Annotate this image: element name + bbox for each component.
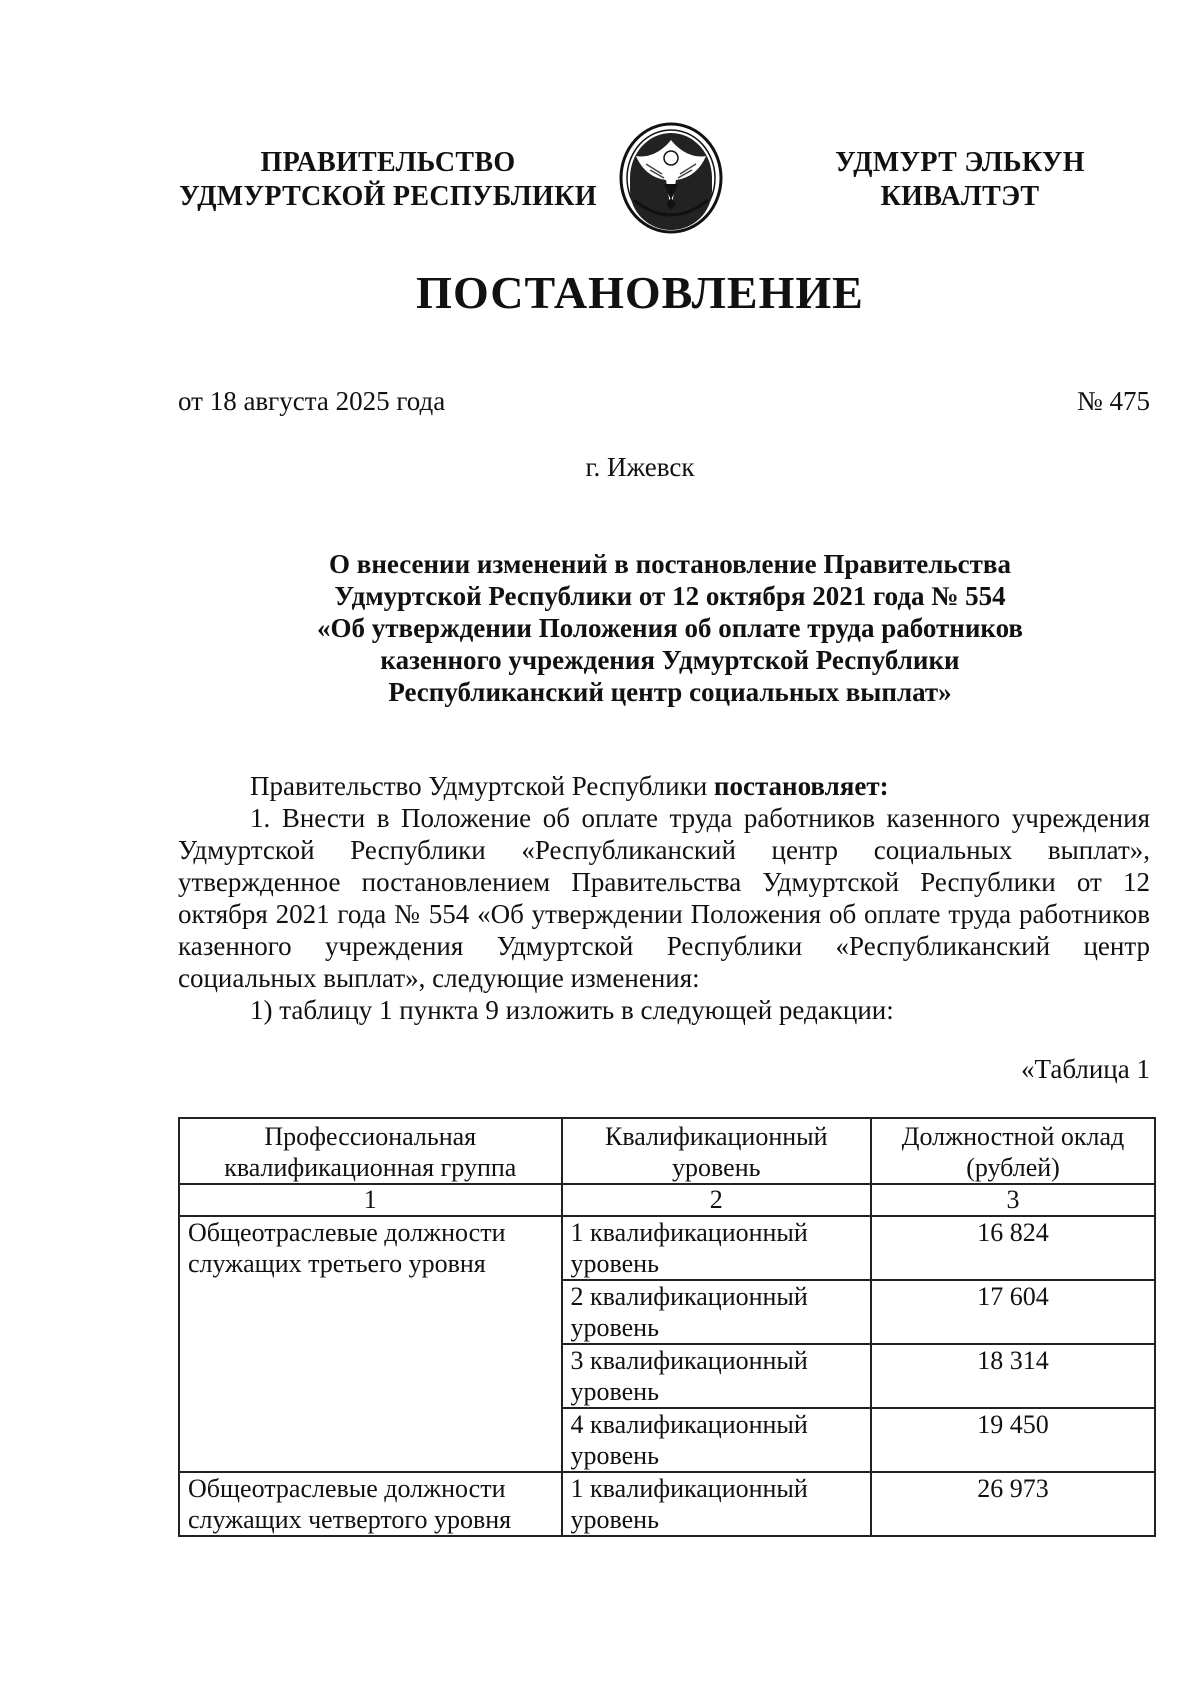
intro-keyword: постановляет: [713, 771, 889, 801]
salary-cell: 18 314 [871, 1344, 1155, 1408]
level-cell: 1 квалификационный уровень [562, 1216, 872, 1280]
title-line: Республиканский центр социальных выплат» [388, 677, 952, 707]
table-column-numbers-row [179, 1184, 1155, 1216]
title-line: Удмуртской Республики от 12 октября 2021 года № 554 [334, 581, 1006, 611]
salary-cell: 19 450 [871, 1408, 1155, 1472]
level-cell: 1 квалификационный уровень [562, 1472, 872, 1536]
table-header-row [179, 1118, 1155, 1184]
header-left-line1: ПРАВИТЕЛЬСТВО [260, 147, 516, 178]
intro-paragraph [178, 770, 1150, 802]
table-caption: «Таблица 1 [1021, 1054, 1150, 1084]
document-date: от 18 августа 2025 года [178, 386, 446, 416]
title-line: казенного учреждения Удмуртской Республики [380, 645, 960, 675]
title-line: О внесении изменений в постановление Правительства [329, 549, 1011, 579]
column-number: 1 [179, 1184, 562, 1216]
document-body [178, 770, 1150, 1026]
header-left-line2: УДМУРТСКОЙ РЕСПУБЛИКИ [179, 181, 597, 212]
column-number: 3 [871, 1184, 1155, 1216]
level-cell: 3 квалификационный уровень [562, 1344, 872, 1408]
item-1-paragraph: 1. Внести в Положение об оплате труда работников казенного учреждения Удмуртской Республики «Республиканский центр социальных выплат», утвержденное постановлением Правительства Удмуртской Республики от 12 октября 2021 года № 554 «Об утверждении Положения об оплате труда работников казенного учреждения Удмуртской Республики «Республиканский центр социальных выплат», следующие изменения: [178, 803, 1150, 993]
level-cell: 4 квалификационный уровень [562, 1408, 872, 1472]
table-row [179, 1216, 1155, 1280]
salary-cell: 26 973 [871, 1472, 1155, 1536]
document-type: ПОСТАНОВЛЕНИЕ [416, 267, 864, 318]
table-row [179, 1472, 1155, 1536]
salary-cell: 16 824 [871, 1216, 1155, 1280]
header-government-udm [820, 146, 1100, 214]
salary-cell: 17 604 [871, 1280, 1155, 1344]
group-cell: Общеотраслевые должности служащих третьего уровня [179, 1216, 562, 1472]
document-city: г. Ижевск [585, 452, 695, 482]
coat-of-arms-icon [616, 118, 726, 236]
group-cell: Общеотраслевые должности служащих четвертого уровня [179, 1472, 562, 1536]
header-cell-group: Профессиональная квалификационная группа [179, 1118, 562, 1184]
level-cell: 2 квалификационный уровень [562, 1280, 872, 1344]
header-right-line2: КИВАЛТЭТ [880, 181, 1040, 212]
document-title [230, 548, 1110, 708]
item-1-1-paragraph: 1) таблицу 1 пункта 9 изложить в следующей редакции: [250, 995, 894, 1025]
intro-text: Правительство Удмуртской Республики [250, 771, 714, 801]
column-number: 2 [562, 1184, 872, 1216]
title-line: «Об утверждении Положения об оплате труда работников [316, 613, 1024, 643]
salary-table [178, 1117, 1156, 1537]
document-number: № 475 [1076, 386, 1150, 416]
header-right-line1: УДМУРТ ЭЛЬКУН [835, 147, 1085, 178]
header-cell-salary: Должностной оклад (рублей) [871, 1118, 1155, 1184]
header-cell-level: Квалификационный уровень [562, 1118, 872, 1184]
header-government-ru [178, 146, 598, 214]
